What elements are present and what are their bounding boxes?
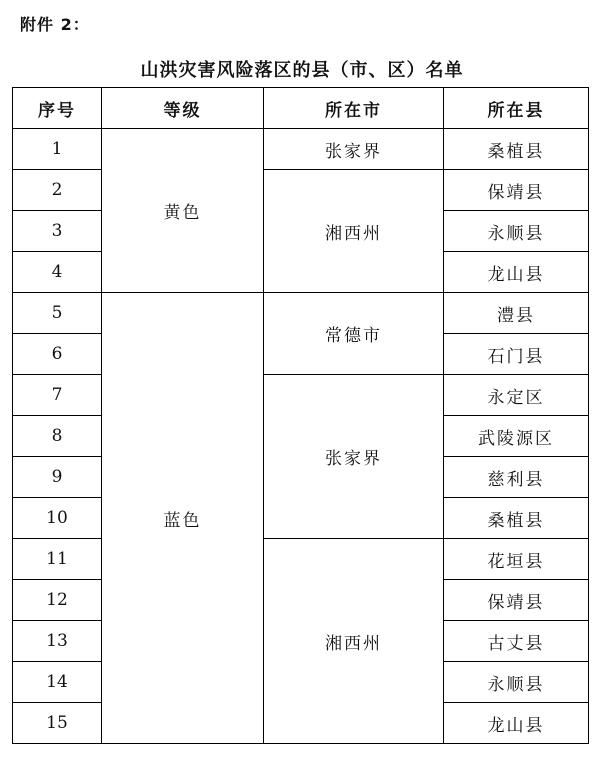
column-header-city: 所在市 (264, 88, 444, 129)
county-cell: 慈利县 (444, 457, 589, 498)
county-list-table (12, 87, 589, 744)
city-cell: 张家界 (264, 129, 444, 170)
county-cell: 桑植县 (444, 129, 589, 170)
table-row (13, 293, 589, 334)
row-number: 12 (13, 580, 102, 621)
row-number: 7 (13, 375, 102, 416)
county-cell: 保靖县 (444, 580, 589, 621)
city-cell: 常德市 (264, 293, 444, 375)
risk-level-cell: 黄色 (102, 129, 264, 293)
row-number: 13 (13, 621, 102, 662)
table-header-row (13, 88, 589, 129)
row-number: 4 (13, 252, 102, 293)
row-number: 5 (13, 293, 102, 334)
attachment-label: 附件 2： (20, 15, 90, 34)
county-cell: 武陵源区 (444, 416, 589, 457)
row-number: 1 (13, 129, 102, 170)
row-number: 8 (13, 416, 102, 457)
county-cell: 花垣县 (444, 539, 589, 580)
row-number: 15 (13, 703, 102, 744)
county-cell: 永顺县 (444, 662, 589, 703)
county-cell: 永定区 (444, 375, 589, 416)
row-number: 6 (13, 334, 102, 375)
table-row (13, 170, 589, 211)
row-number: 14 (13, 662, 102, 703)
city-cell: 湘西州 (264, 170, 444, 293)
county-cell: 永顺县 (444, 211, 589, 252)
row-number: 11 (13, 539, 102, 580)
column-header-level: 等级 (102, 88, 264, 129)
county-cell: 澧县 (444, 293, 589, 334)
table-row (13, 129, 589, 170)
table-row (13, 539, 589, 580)
county-cell: 龙山县 (444, 252, 589, 293)
row-number: 9 (13, 457, 102, 498)
county-cell: 保靖县 (444, 170, 589, 211)
document-title: 山洪灾害风险落区的县（市、区）名单 (140, 60, 464, 81)
row-number: 10 (13, 498, 102, 539)
row-number: 2 (13, 170, 102, 211)
county-cell: 古丈县 (444, 621, 589, 662)
county-cell: 龙山县 (444, 703, 589, 744)
risk-level-cell: 蓝色 (102, 293, 264, 744)
city-cell: 张家界 (264, 375, 444, 539)
row-number: 3 (13, 211, 102, 252)
column-header-index: 序号 (13, 88, 102, 129)
column-header-county: 所在县 (444, 88, 589, 129)
county-cell: 桑植县 (444, 498, 589, 539)
city-cell: 湘西州 (264, 539, 444, 744)
table-row (13, 375, 589, 416)
county-cell: 石门县 (444, 334, 589, 375)
